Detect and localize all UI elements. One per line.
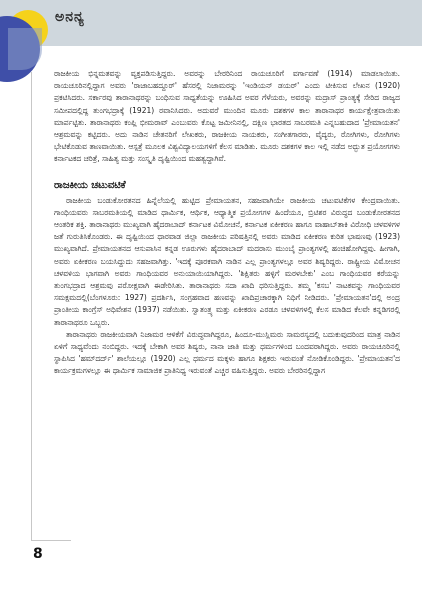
page-body xyxy=(54,68,400,378)
left-margin-rule xyxy=(31,72,32,540)
page-number: 8 xyxy=(33,546,43,562)
running-header-title: ಅನನ್ಯ xyxy=(55,9,85,25)
body-paragraph: ರಾಜಕೀಯ ಭಿನ್ನಮತವನ್ನು ವ್ಯಕ್ತಪಡಿಸುತ್ತಿದ್ದರು. ಅವರನ್ನು ಬೇರರಿನಿಂದ ರಾಯಚೂರಿಗೆ ವರ್ಗಾವಣೆ (1914) ಮಾಡಲಾಯಿತು. ರಾಯಚೂರಿನಲ್ಲಿದ್ದಾಗ ಅವರು 'ರಾಜಾಬಹದ್ದೂರ್' ಹೆಸರಲ್ಲಿ ನಿಜಾಮರನ್ನು 'ಇಂಡಿಯನ್ ಡಯರ್' ಎಂದು ಟೀಕಿಸುವ ಲೇಖನ (1920) ಪ್ರಕಟಿಸಿದರು. ಸರ್ಕಾರವು ತಾರಾನಾಥರನ್ನು ಬಂಧಿಸುವ ಸಾಧ್ಯತೆಯನ್ನು ಊಹಿಸಿದ ಅವರ ಗೆಳೆಯರು, ಅವರನ್ನು ಮದ್ರಾಸ್ ಪ್ರಾಂತ್ಯಕ್ಕೆ ಸೇರಿದ ರಾಜ್ಯದ ಸಮೀಪದಲ್ಲಿದ್ದ ತುಂಗಭದ್ರಾಕ್ಕೆ (1921) ರವಾನಿಸಿದರು. ಅದುವರೆ ಮುಂದಿನ ಮೂರು ದಶಕಗಳ ಕಾಲ ತಾರಾನಾಥರ ಕಾರ್ಯಕ್ಷೇತ್ರವಾಯಿತು ಮಾರ್ಪಟ್ಟಿತು. ತಾರಾನಾಥರು ಕಂಪ್ಲಿ ಭೀಮರಾವ್ ಎಂಬುವರು ಕೊಟ್ಟ ಜಮೀನಿನಲ್ಲಿ, ದಕ್ಷಿಣ ಭಾರತದ ಸಾಬರಮತಿ ಎನ್ನಬಹುದಾದ 'ಪ್ರೇಮಾಯತನ' ಆಶ್ರಮವನ್ನು ಕಟ್ಟಿದರು. ಅದು ನಾಡಿನ ಚೇತನರಿಗೆ ಲೇಖಕರು, ರಾಜಕೀಯ ನಾಯಕರು, ಸಂಗೀತಗಾರರು, ವೈದ್ಯರು, ರೋಗಿಗಳು, ರೋಗಿಗಳು ಭೇಟಿಕೊಡುವ ತಾಣವಾಯಿತು. ಆಸ್ಪತ್ರೆ ಮೂಲಕ ವಿಶ್ವವಿದ್ಯಾಲಯಗಳಿಗೆ ಕೆಲಸ ಮಾಡಿತು. ಮೂರು ದಶಕಗಳ ಕಾಲ ಇಲ್ಲಿ ನಡೆದ ಅದ್ಭುತ ಪ್ರಯೋಗಗಳು ಕರ್ನಾಟಕದ ಚರಿತ್ರೆ, ಸಾಹಿತ್ಯ ಮತ್ತು ಸಂಸ್ಕೃತಿ ದೃಷ್ಟಿಯಿಂದ ಮಹತ್ವದ್ದಾಗಿವೆ. xyxy=(54,69,400,164)
body-paragraph: ರಾಜಕೀಯ ಬಂಡುಕೋರತನದ ಹಿನ್ನೆಲೆಯಲ್ಲಿ ಹುಟ್ಟಿದ ಪ್ರೇಮಾಯತನ, ಸಹಜವಾಗಿಯೇ ರಾಜಕೀಯ ಚಟುವಟಿಕೆಗಳ ಕೇಂದ್ರವಾಯಿತು. ಗಾಂಧಿಯವರು ಸಾಬರಮತಿಯಲ್ಲಿ ಮಾಡಿದ ಧಾರ್ಮಿಕ, ಆರ್ಥಿಕ, ಆಧ್ಯಾತ್ಮಿಕ ಪ್ರಯೋಗಗಳ ಹಿಂದೆಯೂ, ಬ್ರಿಟಿಶರ ವಿರುದ್ಧದ ಬಂಡುಕೋರತನದ ಆಂತರಿಕ ಶಕ್ತಿ. ತಾರಾನಾಥರು ಮುಖ್ಯವಾಗಿ ಹೈದರಾಬಾದ್ ಕರ್ನಾಟಕ ವಿಮೋಚನೆ, ಕರ್ನಾಟಕ ಏಕೀಕರಣ ಹಾಗೂ ವಾಹಾಬ್‌ತಾಕಿ ವಿರೋಧಿ ಚಳವಳಿಗಳ ಜತೆ ಗುರುತಿಸಿಕೊಂಡರು. ಈ ದೃಷ್ಟಿಯಿಂದ ಧಾರವಾಡ ಜಿಲ್ಲಾ ರಾಜಕೀಯ ಪರಿಷತ್ತಿನಲ್ಲಿ ಅವರು ಮಾಡಿದ ಏಕೀಕರಣ ಕುರಿತ ಭಾಷಣವು (1923) ಮುಖ್ಯವಾಗಿದೆ. ಪ್ರೇಮಾಯತನದ ಆಸುಪಾಸಿನ ಕನ್ನಡ ಊರುಗಳು ಹೈದರಾಬಾದ್ ಮದರಾಸು ಮುಂಬೈ ಪ್ರಾಂತ್ಯಗಳಲ್ಲಿ ಹಂಚಿಹೋಗಿದ್ದವು. ಹೀಗಾಗಿ, ಅವರು ಏಕೀಕರಣ ಬಯಸಿದ್ದುದು ಸಹಜವಾಗಿತ್ತು. 'ಇದಕ್ಕೆ ಪೂರಕವಾಗಿ ನಾಡಿನ ಎಲ್ಲ ಪ್ರಾಂತ್ಯಗಳಲ್ಲೂ ಅವರ ಶಿಷ್ಯರಿದ್ದರು. ರಾಷ್ಟ್ರೀಯ ವಿಮೋಚನ ಚಳವಳಿಯ ಭಾಗವಾಗಿ ಅವರು ಗಾಂಧಿಯವರ ಅನುಯಾಯಿಯಾಗಿದ್ದರು. 'ಶಿಕ್ಷಿತರು ಹಳ್ಳಿಗೆ ಮರಳಬೇಕು' ಎಂಬ ಗಾಂಧಿಯವರ ಕರೆಯನ್ನು ತುಂಗಭದ್ರಾದ ಆಶ್ರಮವು ಪರೋಕ್ಷವಾಗಿ ಈಡೇರಿಸಿತು. ತಾರಾನಾಥರು ಸದಾ ಖಾದಿ ಧರಿಸುತ್ತಿದ್ದರು. ತಮ್ಮ 'ಕಸಬ' ನಾಟಕವನ್ನು ಗಾಂಧಿಯವರ ಸಮಕ್ಷಮದಲ್ಲಿ(ಬೆಂಗಳೂರು: 1927) ಪ್ರದರ್ಶಿಸಿ, ಸಂಗ್ರಹವಾದ ಹಣವನ್ನು ಖಾದಿಪ್ರಚಾರಕ್ಕಾಗಿ ನಿಧಿಗೆ ನೀಡಿದರು. 'ಪ್ರೇಮಾಯತನ'ದಲ್ಲಿ ಅಂದ್ರ ಪ್ರಾಂತೀಯ ಕಾಂಗ್ರೆಸ್ ಅಧಿವೇಶನ (1937) ನಡೆಯಿತು. ಸ್ವಾತಂತ್ರ್ಯ ಮತ್ತು ಏಕೀಕರಣ ಎರಡೂ ಚಳವಳಿಗಳಲ್ಲಿ ಕೆಲಸ ಮಾಡಿದ ಕೆಲವೇ ಕನ್ನಡಿಗರಲ್ಲಿ ತಾರಾನಾಥರೂ ಒಬ್ಬರು. xyxy=(54,195,400,327)
bottom-margin-rule xyxy=(31,540,71,541)
body-paragraph: ತಾರಾನಾಥರು ರಾಜಕೀಯವಾಗಿ ನಿಜಾಮರ ಆಳಿಕೆಗೆ ವಿರುದ್ಧವಾಗಿದ್ದರೂ, ಹಿಂದೂ-ಮುಸ್ಲಿಮರು ಸಾಮರಸ್ಯದಲ್ಲಿ ಬದುಕುವುದರಿಂದ ಮಾತ್ರ ನಾಡಿನ ಏಳಿಗೆ ಸಾಧ್ಯವೆಂದು ನಂಬಿದ್ದರು. ಇದಕ್ಕೆ ಬೇಕಾಗಿ ಅವರ ಶಿಷ್ಯರು, ನಾನಾ ಜಾತಿ ಮತ್ತು ಧರ್ಮಗಳಿಂದ ಬಂದವರಾಗಿದ್ದರು. ಅವರು ರಾಯಚೂರಿನಲ್ಲಿ ಸ್ಥಾಪಿಸಿದ 'ಹಮ್‌ದರ್ದ್' ಶಾಲೆಯಲ್ಲೂ (1920) ಎಲ್ಲ ಧರ್ಮದ ಮಕ್ಕಳು ಹಾಗೂ ಶಿಕ್ಷಕರು ಇರುವಂತೆ ನೋಡಿಕೊಂಡಿದ್ದರು. 'ಪ್ರೇಮಾಯತನ'ದ ಕಾರ್ಯಕ್ರಮಗಳಲ್ಲೂ ಈ ಧಾರ್ಮಿಕ ಸಾಮಾಜಿಕ ಪ್ರಾತಿನಿಧ್ಯ ಇರುವಂತೆ ಎಚ್ಚರ ವಹಿಸುತ್ತಿದ್ದರು. ಅವರು ಬೇರರಿನಲ್ಲಿದ್ದಾಗ xyxy=(54,329,400,376)
light-blue-decoration xyxy=(8,28,42,70)
section-heading: ರಾಜಕೀಯ ಚಟುವಟಿಕೆ xyxy=(54,179,126,191)
